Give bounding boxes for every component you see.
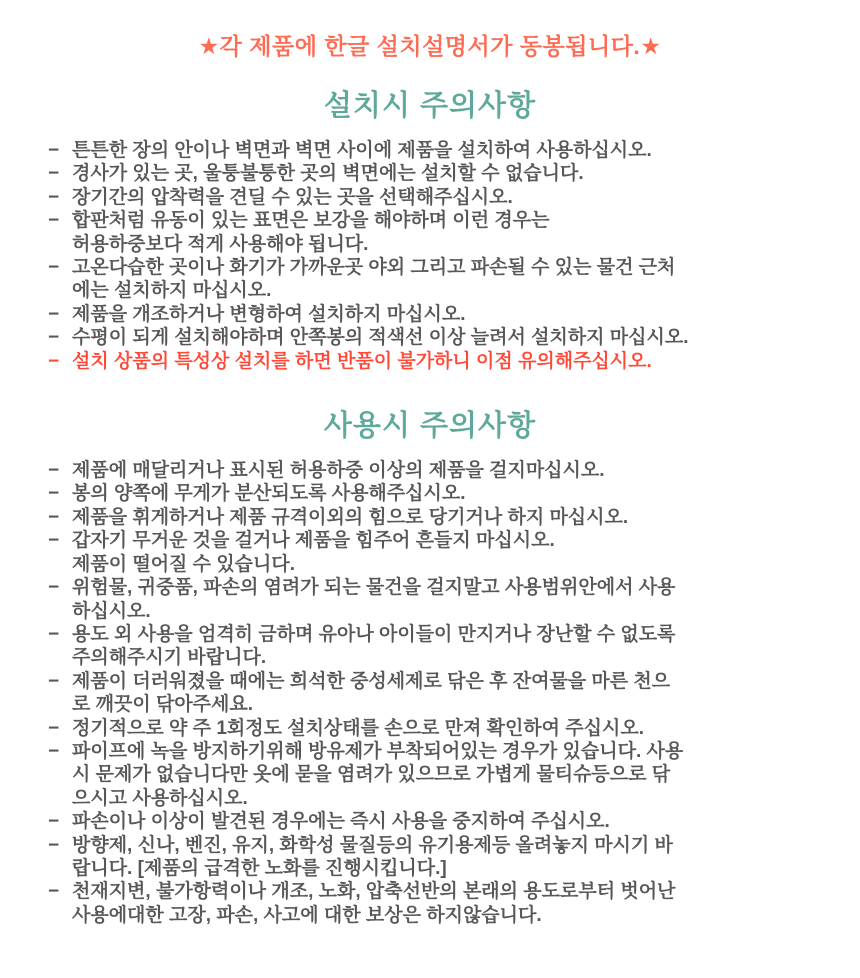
item-line: 용도 외 사용을 엄격히 금하며 유아나 아이들이 만지거나 장난할 수 없도록 (72, 623, 676, 645)
instruction-document (0, 28, 860, 927)
item-line: 설치 상품의 특성상 설치를 하면 반품이 불가하니 이점 유의해주십시오. (72, 350, 652, 372)
item-line: 허용하중보다 적게 사용해야 됩니다. (72, 233, 369, 255)
dash-bullet: − (48, 257, 60, 279)
item-line: 랍니다. [제품의 급격한 노화를 진행시킵니다.] (72, 857, 447, 879)
item-line: 고온다습한 곳이나 화기가 가까운곳 야외 그리고 파손될 수 있는 물건 근처 (72, 257, 676, 279)
install-cautions-heading: 설치시 주의사항 (323, 90, 537, 122)
item-line: 합판처럼 유동이 있는 표면은 보강을 해야하며 이런 경우는 (72, 210, 550, 232)
caution-item (48, 810, 832, 833)
dash-bullet: − (48, 303, 60, 325)
caution-item (48, 139, 832, 162)
dash-bullet: − (48, 327, 60, 349)
dash-bullet: − (48, 717, 60, 739)
dash-bullet: − (48, 350, 60, 372)
dash-bullet: − (48, 530, 60, 552)
item-line: 제품을 개조하거나 변형하여 설치하지 마십시오. (72, 303, 466, 325)
caution-item (48, 623, 832, 670)
item-line: 하십시오. (72, 600, 151, 622)
item-line: 시 문제가 없습니다만 옷에 묻을 염려가 있으므로 가볍게 물티슈등으로 닦 (72, 764, 671, 786)
caution-item (48, 186, 832, 209)
item-line: 파손이나 이상이 발견된 경우에는 즉시 사용을 중지하여 주십시오. (72, 811, 610, 833)
page-title: ★각 제품에 한글 설치설명서가 동봉됩니다.★ (198, 33, 662, 59)
item-line: 정기적으로 약 주 1회정도 설치상태를 손으로 만져 확인하여 주십시오. (72, 717, 644, 739)
dash-bullet: − (48, 881, 60, 903)
caution-item (48, 834, 832, 881)
item-line: 으시고 사용하십시오. (72, 787, 248, 809)
dash-bullet: − (48, 811, 60, 833)
item-line: 천재지변, 불가항력이나 개조, 노화, 압축선반의 본래의 용도로부터 벗어난 (72, 881, 676, 903)
caution-item (48, 162, 832, 185)
item-line: 봉의 양쪽에 무게가 분산되도록 사용해주십시오. (72, 483, 466, 505)
item-line: 제품이 떨어질 수 있습니다. (72, 553, 296, 575)
caution-item (48, 880, 832, 927)
item-line: 튼튼한 장의 안이나 벽면과 벽면 사이에 제품을 설치하여 사용하십시오. (72, 140, 652, 161)
dash-bullet: − (48, 623, 60, 645)
caution-item (48, 209, 832, 256)
item-line: 제품에 매달리거나 표시된 허용하중 이상의 제품을 걸지마십시오. (72, 460, 605, 482)
dash-bullet: − (48, 460, 60, 482)
caution-item (48, 459, 832, 482)
caution-item-warning (48, 350, 832, 373)
caution-item (48, 326, 832, 349)
dash-bullet: − (48, 834, 60, 856)
item-line: 제품이 더러워졌을 때에는 희석한 중성세제로 닦은 후 잔여물을 마른 천으 (72, 670, 671, 692)
usage-cautions-heading: 사용시 주의사항 (323, 410, 537, 443)
dash-bullet: − (48, 483, 60, 505)
dash-bullet: − (48, 670, 60, 692)
install-cautions-list (48, 139, 832, 373)
caution-item (48, 670, 832, 717)
item-line: 파이프에 녹을 방지하기위해 방유제가 부착되어있는 경우가 있습니다. 사용 (72, 740, 684, 762)
item-line: 제품을 휘게하거나 제품 규격이외의 힘으로 당기거나 하지 마십시오. (72, 506, 629, 528)
dash-bullet: − (48, 163, 60, 185)
item-line: 위험물, 귀중품, 파손의 염려가 되는 물건을 걸지말고 사용범위안에서 사용 (72, 577, 676, 599)
caution-item (48, 529, 832, 576)
caution-item (48, 256, 832, 303)
dash-bullet: − (48, 740, 60, 762)
dash-bullet: − (48, 506, 60, 528)
caution-item (48, 482, 832, 505)
item-line: 방향제, 신나, 벤진, 유지, 화학성 물질등의 유기용제등 올려놓지 마시기 바 (72, 834, 673, 856)
caution-item (48, 740, 832, 810)
item-line: 경사가 있는 곳, 울퉁불퉁한 곳의 벽면에는 설치할 수 없습니다. (72, 163, 584, 185)
item-line: 사용에대한 고장, 파손, 사고에 대한 보상은 하지않습니다. (72, 904, 542, 926)
item-line: 주의해주시기 바랍니다. (72, 647, 267, 669)
usage-cautions-list (48, 459, 832, 927)
caution-item (48, 717, 832, 740)
caution-item (48, 576, 832, 623)
item-line: 수평이 되게 설치해야하며 안쪽봉의 적색선 이상 늘려서 설치하지 마십시오. (72, 327, 689, 349)
dash-bullet: − (48, 577, 60, 599)
item-line: 에는 설치하지 마십시오. (72, 280, 272, 302)
dash-bullet: − (48, 140, 60, 161)
caution-item (48, 506, 832, 529)
caution-item (48, 303, 832, 326)
item-line: 장기간의 압착력을 견딜 수 있는 곳을 선택해주십시오. (72, 186, 513, 208)
item-line: 갑자기 무거운 것을 걸거나 제품을 힘주어 흔들지 마십시오. (72, 530, 555, 552)
item-line: 로 깨끗이 닦아주세요. (72, 694, 254, 716)
dash-bullet: − (48, 210, 60, 232)
dash-bullet: − (48, 186, 60, 208)
